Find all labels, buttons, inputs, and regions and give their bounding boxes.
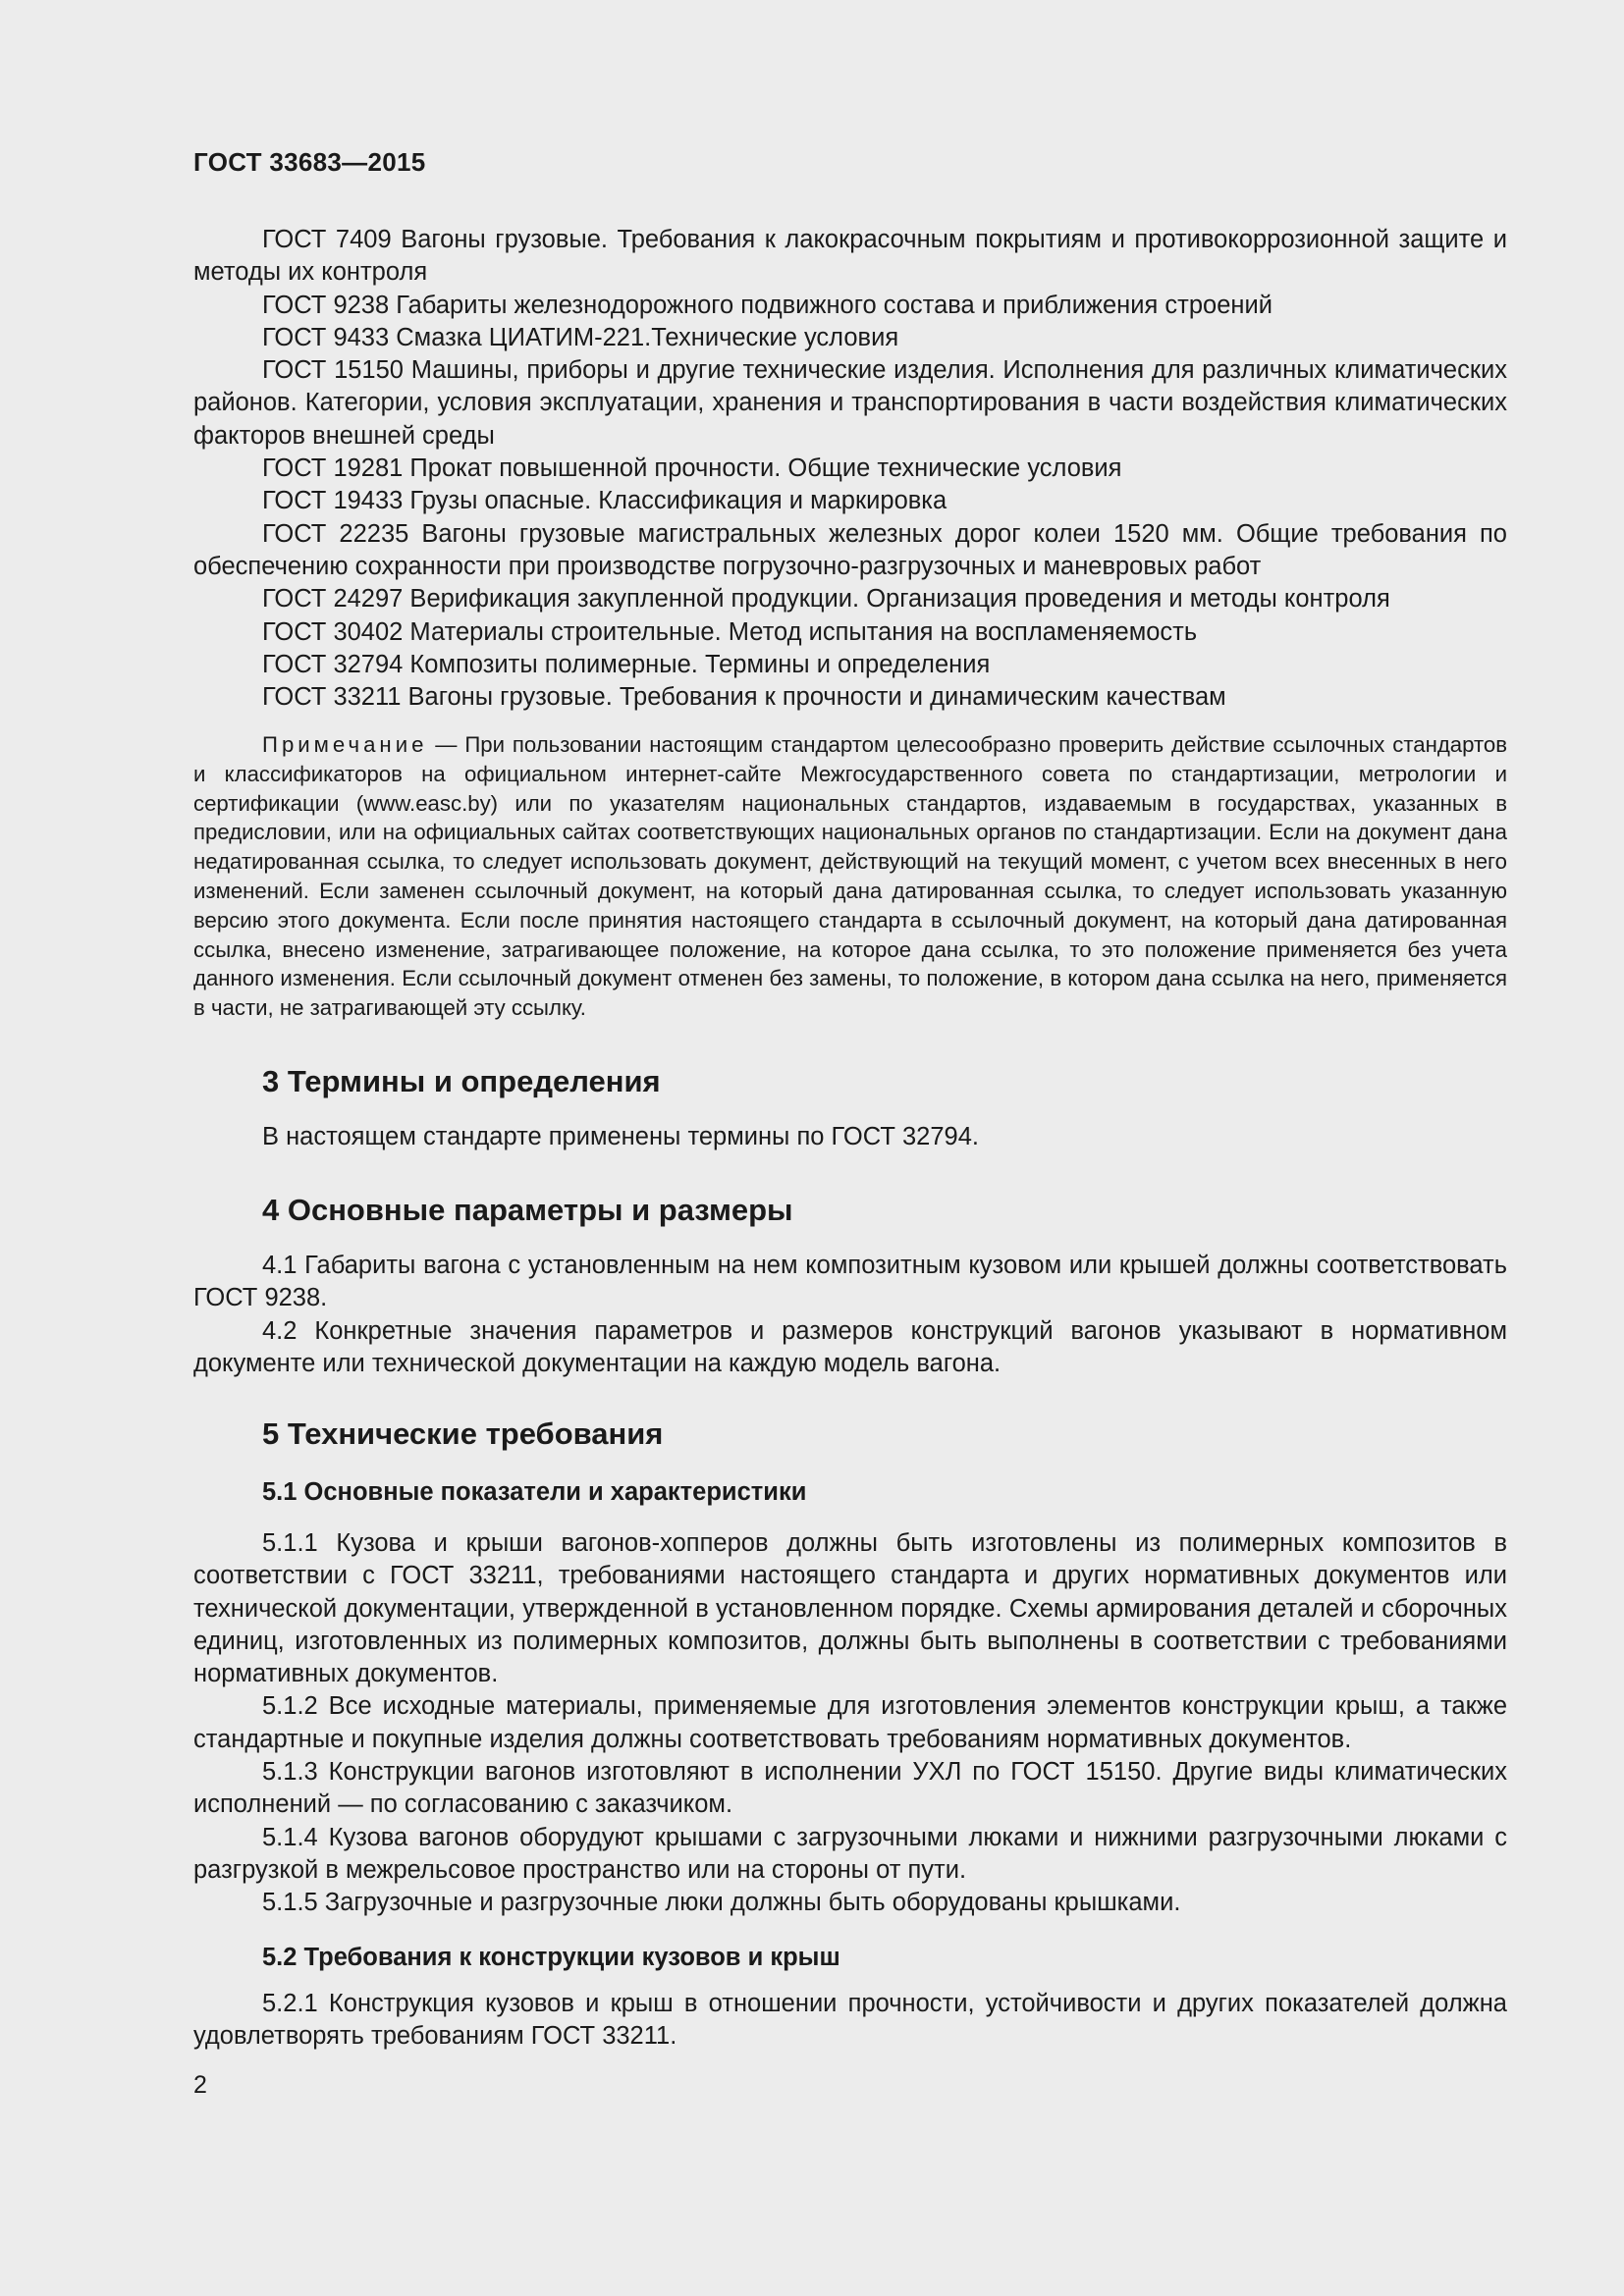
paragraph: В настоящем стандарте применены термины по ГОСТ 32794. bbox=[262, 1123, 979, 1150]
reference-item: ГОСТ 9238 Габариты железнодорожного подвижного состава и приближения строений bbox=[262, 291, 1272, 319]
page-number: 2 bbox=[193, 2071, 207, 2099]
note-block bbox=[193, 730, 1507, 1023]
reference-item: ГОСТ 15150 Машины, приборы и другие технические изделия. Исполнения для различных климатических районов. Категории, условия эксплуатации, хранения и транспортирования в части воздействия климатических факторов внешней среды bbox=[193, 356, 1507, 450]
reference-item: ГОСТ 30402 Материалы строительные. Метод испытания на воспламеняемость bbox=[262, 617, 1198, 646]
subsection-5-2-title: 5.2 Требования к конструкции кузовов и крыш bbox=[262, 1944, 840, 1971]
reference-item: ГОСТ 24297 Верификация закупленной продукции. Организация проведения и методы контроля bbox=[262, 585, 1390, 614]
section-4-title: 4 Основные параметры и размеры bbox=[262, 1193, 793, 1227]
paragraph: 5.1.2 Все исходные материалы, применяемые для изготовления элементов конструкции крыш, а также стандартные и покупные изделия должны соответствовать требованиям нормативных документов. bbox=[193, 1692, 1507, 1753]
doc-header: ГОСТ 33683—2015 bbox=[193, 147, 426, 177]
subsection-5-2-body bbox=[193, 1988, 1507, 2054]
reference-item: ГОСТ 7409 Вагоны грузовые. Требования к лакокрасочным покрытиям и противокоррозионной защите и методы их контроля bbox=[193, 226, 1507, 287]
paragraph: 5.1.3 Конструкции вагонов изготовляют в исполнении УХЛ по ГОСТ 15150. Другие виды климатических исполнений — по согласованию с заказчиком. bbox=[193, 1758, 1507, 1819]
paragraph: 5.2.1 Конструкция кузовов и крыш в отношении прочности, устойчивости и других показателей должна удовлетворять требованиям ГОСТ 33211. bbox=[193, 1990, 1507, 2051]
reference-item: ГОСТ 19281 Прокат повышенной прочности. Общие технические условия bbox=[262, 454, 1122, 483]
reference-item: ГОСТ 22235 Вагоны грузовые магистральных железных дорог колеи 1520 мм. Общие требования по обеспечению сохранности при производстве погрузочно-разгрузочных и маневровых работ bbox=[193, 519, 1507, 580]
subsection-5-1-title: 5.1 Основные показатели и характеристики bbox=[262, 1478, 807, 1506]
section-3-body bbox=[193, 1121, 1507, 1153]
reference-item: ГОСТ 19433 Грузы опасные. Классификация и маркировка bbox=[262, 487, 947, 515]
reference-item: ГОСТ 9433 Смазка ЦИАТИМ-221.Технические условия bbox=[262, 323, 899, 351]
paragraph: 5.1.5 Загрузочные и разгрузочные люки должны быть оборудованы крышками. bbox=[262, 1889, 1181, 1917]
subsection-5-1-body bbox=[193, 1527, 1507, 1920]
normative-references bbox=[193, 224, 1507, 714]
reference-item: ГОСТ 33211 Вагоны грузовые. Требования к прочности и динамическим качествам bbox=[262, 683, 1226, 712]
note-label: Примечание bbox=[262, 732, 428, 757]
paragraph: 5.1.4 Кузова вагонов оборудуют крышами с загрузочными люками и нижними разгрузочными люками с разгрузкой в межрельсовое пространство или на стороны от пути. bbox=[193, 1823, 1507, 1884]
section-4-body bbox=[193, 1250, 1507, 1380]
section-3-title: 3 Термины и определения bbox=[262, 1064, 661, 1098]
paragraph: 4.1 Габариты вагона с установленным на нем композитным кузовом или крышей должны соответствовать ГОСТ 9238. bbox=[193, 1252, 1507, 1312]
paragraph: 5.1.1 Кузова и крыши вагонов-хопперов должны быть изготовлены из полимерных композитов в соответствии с ГОСТ 33211, требованиями настоящего стандарта и других нормативных документов или технической документации, утвержденной в установленном порядке. Схемы армирования деталей и сборочных единиц, изготовленных из полимерных композитов, должны быть выполнены в соответствии с требованиями нормативных документов. bbox=[193, 1529, 1507, 1688]
section-5-title: 5 Технические требования bbox=[262, 1416, 664, 1451]
reference-item: ГОСТ 32794 Композиты полимерные. Термины и определения bbox=[262, 650, 991, 678]
note-text: — При пользовании настоящим стандартом целесообразно проверить действие ссылочных стандартов и классификаторов на официальном интернет-сайте Межгосударственного совета по стандартизации, метрологии и сертификации (www.easc.by) или по указателям национальных стандартов, издаваемым в государствах, указанных в предисловии, или на официальных сайтах соответствующих национальных органов по стандартизации. Если на документ дана недатированная ссылка, то следует использовать документ, действующий на текущий момент, с учетом всех внесенных в него изменений. Если заменен ссылочный документ, на который дана датированная ссылка, то следует использовать указанную версию этого документа. Если после принятия настоящего стандарта в ссылочный документ, на который дана датированная ссылка, внесено изменение, затрагивающее положение, на которое дана ссылка, то это положение применяется без учета данного изменения. Если ссылочный документ отменен без замены, то положение, в котором дана ссылка на него, применяется в части, не затрагивающей эту ссылку. bbox=[193, 732, 1507, 1021]
paragraph: 4.2 Конкретные значения параметров и размеров конструкций вагонов указывают в нормативном документе или технической документации на каждую модель вагона. bbox=[193, 1316, 1507, 1377]
